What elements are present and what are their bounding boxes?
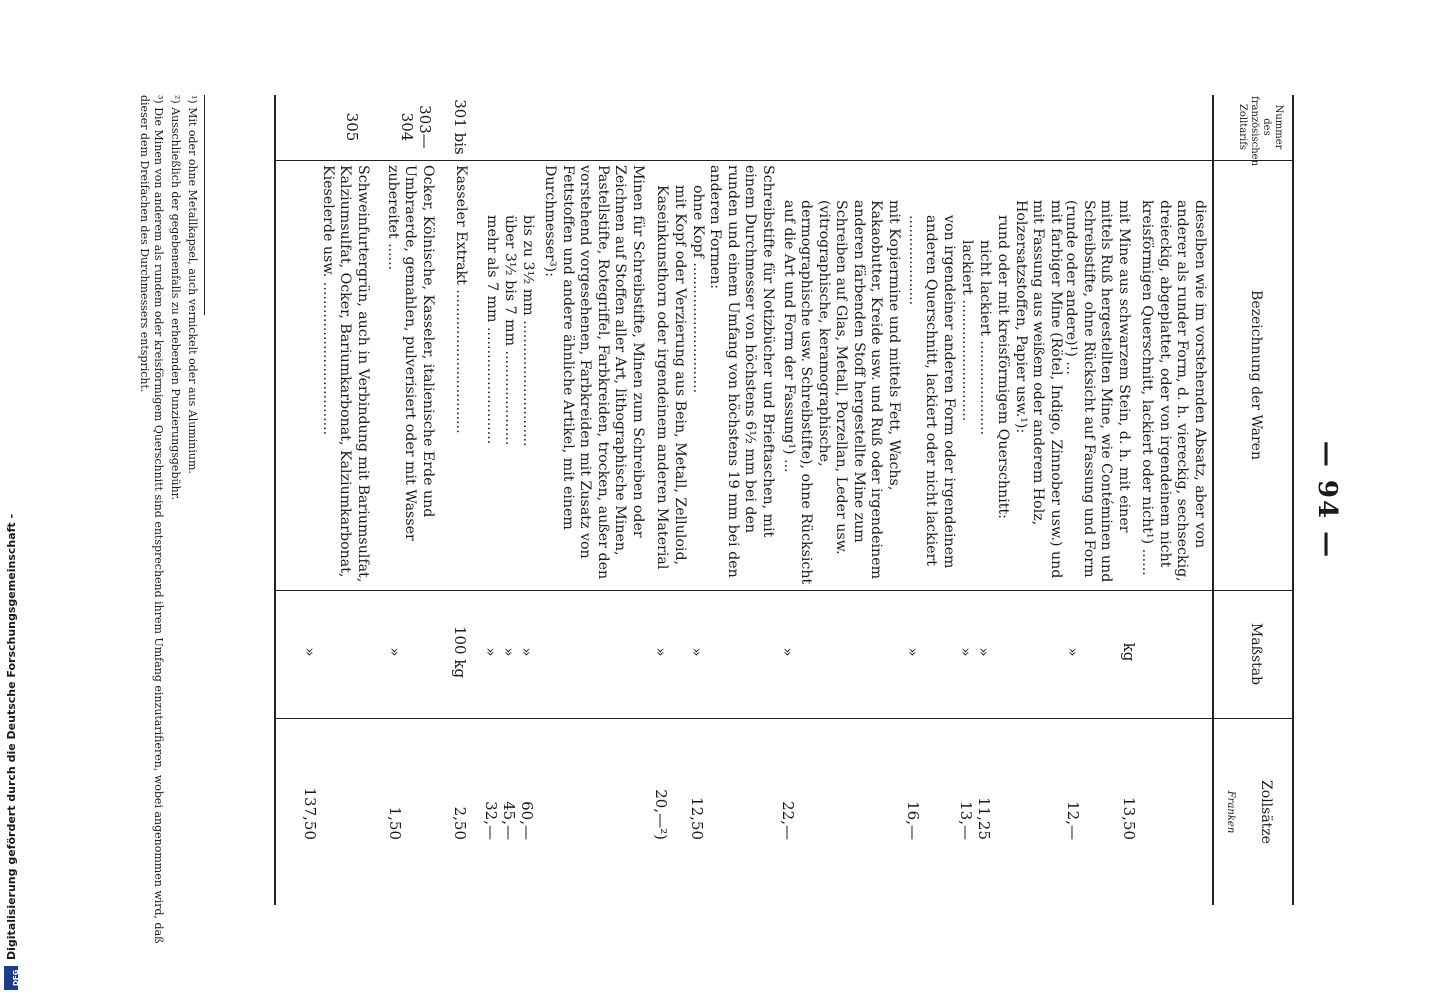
row-unit: » (1064, 647, 1082, 657)
row-tariff-number: 305 (343, 112, 361, 142)
row-rate: 1,50 (386, 806, 404, 840)
row-description: mit Kopf oder Verzierung aus Bein, Metall, Zelluloid, Kaseinkunsthorn oder irgendeinem anderen Material (654, 185, 688, 570)
row-rate: 13,— (957, 801, 975, 840)
header-unit: Maßstab (1248, 622, 1264, 686)
column-divider-2 (276, 590, 1294, 591)
header-rate-currency: Franken (1225, 790, 1236, 834)
row-unit: » (975, 647, 993, 657)
row-description: bis zu 3½ mm ............................ (520, 215, 536, 447)
row-description: lackiert ........................... (959, 240, 975, 422)
footnote-2: ²) Ausschließlich der gegebenenfalls zu erhebenden Punzierungsgebühr. (169, 95, 182, 501)
row-tariff-number: 301 bis (451, 99, 469, 155)
row-description: Schreibstifte für Notizbücher und Brieftaschen, mit einem Durchmesser von höchstens 6½ mm bei den runden und einem Umfang von höchstens 19 mm bei den anderen Formen: (707, 165, 776, 578)
row-description: mit Mine aus schwarzem Stein, d. h. mit einer mittels Ruß hergestellten Mine, wie Contéminen und Schreibstifte, ohne Rücksicht auf Fassung und Form (runde oder andere)¹) ... (1063, 200, 1132, 583)
row-rate: 16,— (904, 801, 922, 840)
row-unit: » (652, 647, 670, 657)
footnote-rule (204, 95, 205, 315)
digitization-note: Digitalisierung gefördert durch die Deutsche Forschungsgemeinschaft - (5, 513, 18, 960)
row-description: ohne Kopf ............................. (690, 185, 706, 394)
footnote-3: ³) Die Minen von anderem als rundem oder kreisförmigem Querschnitt sind entsprechend ihrem Umfang einzutarifieren, wobei angenommen wird, daß dieser dem Dreifachen des Durchmessers entspricht. (138, 95, 165, 944)
page-number: — 94 — (1312, 440, 1342, 560)
table-top-rule (1292, 95, 1294, 905)
row-description: mehr als 7 mm .......................... (484, 215, 500, 445)
row-rate: 22,— (779, 801, 797, 840)
row-unit: kg (1120, 642, 1138, 662)
row-unit: » (386, 647, 404, 657)
row-rate: 2,50 (451, 806, 469, 840)
row-unit: 100 kg (451, 625, 469, 679)
row-description: Kasseler Extrakt ................................ (453, 165, 469, 434)
row-description: Schweinfurtergrün, auch in Verbindung mit Bariumsulfat, Kalziumsulfat, Ocker, Bariumkarbonat, Kalziumkarbonat, Kieselerde usw. .................................. (320, 165, 371, 583)
row-description: Minen für Schreibstifte, Minen zum Schreiben oder Zeichnen auf Stoffen aller Art, lithographische Minen, Pastellstifte, Rotegriffel, Farbkreiden, trocken, außer den vorstehend vorgesehenen, Farbkreiden mit Zusatz von Fettstoffen und andere ähnliche Artikel, mit einem Durchmesser³): (542, 165, 646, 580)
row-description: rund oder mit kreisförmigem Querschnitt: (995, 215, 1011, 519)
row-description: dieselben wie im vorstehenden Absatz, aber von anderer als runder Form, d. h. viereckig, sechseckig, dreieckig, abgeplattet, oder von irgendeinem nicht kreisförmigen Querschnitt, lackiert oder nicht¹) ...... (1139, 200, 1208, 582)
digitization-credit-strip (0, 0, 22, 1000)
footnote-1: ¹) Mit oder ohne Metallkapsel, auch vernickelt oder aus Aluminium. (186, 95, 199, 474)
row-rate: 13,50 (1120, 797, 1138, 840)
row-description: nicht lackiert ..................... (977, 240, 993, 436)
row-description: über 3½ bis 7 mm ..................... (502, 215, 518, 446)
row-rate: 20,—²) (652, 789, 670, 840)
row-description: mit Kopiermine und mittels Fett, Wachs, Kakaobutter, Kreide usw. und Ruß oder irgendeinem anderen färbenden Stoff hergestellte Mine zum Schreiben auf Glas, Metall, Porzellan, Leder usw. (vitrographische, keramographische, dermographische usw. Schreibstifte), ohne Rücksicht auf die Art und Form der Fassung¹) ... (781, 200, 902, 585)
row-unit: » (779, 647, 797, 657)
row-rate: 60,— (518, 801, 536, 840)
column-divider-3 (276, 718, 1294, 719)
row-rate: 45,— (500, 801, 518, 840)
header-description: Bezeichnung der Waren (1248, 290, 1264, 460)
table-header-rule (1212, 95, 1214, 905)
row-rate: 11,25 (975, 797, 993, 840)
row-rate: 12,— (1064, 801, 1082, 840)
row-rate: 32,— (482, 801, 500, 840)
row-unit: » (482, 647, 500, 657)
row-unit: » (518, 647, 536, 657)
header-rate: Zollsätze (1258, 780, 1274, 844)
row-tariff-number: 303—304 (398, 105, 434, 149)
row-unit: » (904, 647, 922, 657)
row-description: Ocker, Kölnische, Kasseler, italienische Erde und Umbraerde, gemahlen, pulverisiert oder mit Wasser zubereitet ...... (385, 165, 436, 541)
row-description: von irgendeiner anderen Form oder irgendeinem anderen Querschnitt, lackiert oder nicht lackiert .................... (906, 215, 957, 569)
row-unit: » (301, 647, 319, 657)
row-unit: » (688, 647, 706, 657)
row-rate: 12,50 (688, 797, 706, 840)
dfg-logo: DFG (4, 966, 18, 990)
row-unit: » (500, 647, 518, 657)
row-description: mit farbiger Mine (Rötel, Indigo, Zinnober usw.) und mit Fassung aus weißem oder anderem Holz, Holzersatzstoffen, Papier usw.¹): (1013, 200, 1064, 579)
row-unit: » (957, 647, 975, 657)
table-bottom-rule (274, 95, 276, 905)
column-divider-1 (276, 160, 1294, 161)
header-number: Nummer des französischen Zolltarifs (1237, 96, 1284, 167)
row-rate: 137,50 (301, 787, 319, 840)
